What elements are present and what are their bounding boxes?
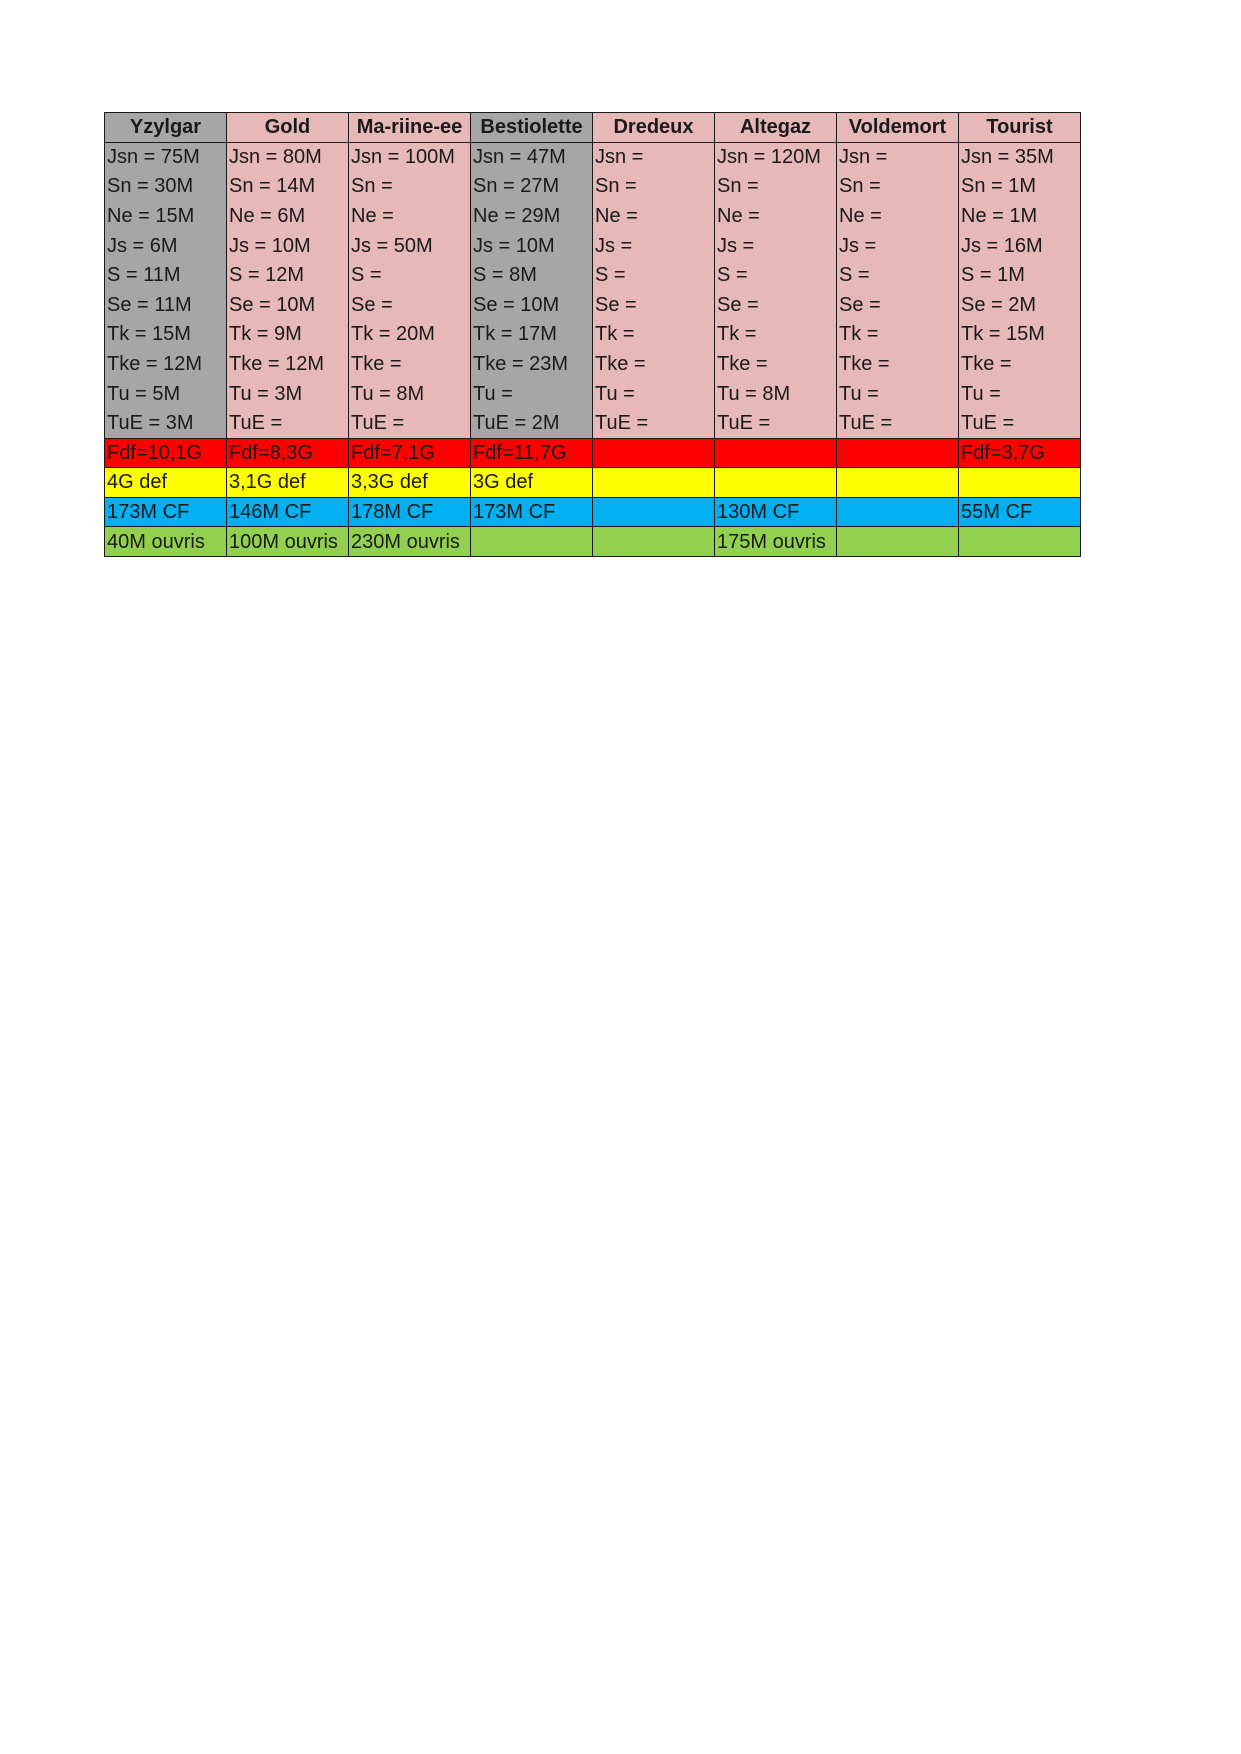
stat-cell[interactable]: Tk = 15M xyxy=(959,320,1081,350)
stat-cell[interactable]: Js = 10M xyxy=(227,231,349,261)
summary-cell[interactable] xyxy=(593,497,715,527)
stat-cell[interactable]: Js = xyxy=(837,231,959,261)
stat-cell[interactable]: Jsn = 80M xyxy=(227,142,349,172)
stat-cell[interactable]: Jsn = 75M xyxy=(105,142,227,172)
summary-cell[interactable]: Fdf=10,1G xyxy=(105,438,227,468)
column-header-altegaz[interactable]: Altegaz xyxy=(715,113,837,143)
stat-cell[interactable]: Sn = 1M xyxy=(959,172,1081,202)
stat-cell[interactable]: Js = 16M xyxy=(959,231,1081,261)
stat-cell[interactable]: Tk = xyxy=(715,320,837,350)
stat-cell[interactable]: TuE = xyxy=(837,408,959,438)
stat-cell[interactable]: Se = xyxy=(715,290,837,320)
stat-cell[interactable]: Ne = 6M xyxy=(227,201,349,231)
stat-cell[interactable]: S = xyxy=(715,260,837,290)
stat-cell[interactable]: Se = 11M xyxy=(105,290,227,320)
stat-cell[interactable]: Tk = 20M xyxy=(349,320,471,350)
summary-cell[interactable]: 55M CF xyxy=(959,497,1081,527)
summary-cell[interactable]: 3,3G def xyxy=(349,468,471,498)
summary-cell[interactable] xyxy=(715,468,837,498)
stat-cell[interactable]: TuE = xyxy=(593,408,715,438)
stat-cell[interactable]: Js = 6M xyxy=(105,231,227,261)
stat-cell[interactable]: Se = xyxy=(349,290,471,320)
spreadsheet-table xyxy=(104,112,1081,557)
summary-cell[interactable]: 178M CF xyxy=(349,497,471,527)
summary-row-yellow xyxy=(105,468,1081,498)
stat-cell[interactable]: Ne = 29M xyxy=(471,201,593,231)
stat-cell[interactable]: TuE = 2M xyxy=(471,408,593,438)
column-header-voldemort[interactable]: Voldemort xyxy=(837,113,959,143)
summary-row-green xyxy=(105,527,1081,557)
stat-cell[interactable]: Sn = 30M xyxy=(105,172,227,202)
summary-cell[interactable]: Fdf=8,3G xyxy=(227,438,349,468)
stat-row xyxy=(105,201,1081,231)
summary-row-red xyxy=(105,438,1081,468)
stat-cell[interactable]: Sn = xyxy=(837,172,959,202)
stat-cell[interactable]: Ne = xyxy=(349,201,471,231)
stat-cell[interactable]: Tu = 8M xyxy=(349,379,471,409)
stat-cell[interactable]: Se = 2M xyxy=(959,290,1081,320)
stat-cell[interactable]: Sn = 27M xyxy=(471,172,593,202)
stat-cell[interactable]: TuE = xyxy=(959,408,1081,438)
stat-cell[interactable]: Js = xyxy=(593,231,715,261)
summary-cell[interactable] xyxy=(837,438,959,468)
stat-cell[interactable]: Se = 10M xyxy=(227,290,349,320)
stat-cell[interactable]: Js = xyxy=(715,231,837,261)
stat-cell[interactable]: Sn = 14M xyxy=(227,172,349,202)
stat-cell[interactable]: Tk = xyxy=(593,320,715,350)
summary-cell[interactable]: 230M ouvris xyxy=(349,527,471,557)
stat-cell[interactable]: Ne = xyxy=(715,201,837,231)
stat-cell[interactable]: S = 12M xyxy=(227,260,349,290)
summary-cell[interactable]: 3G def xyxy=(471,468,593,498)
stat-cell[interactable]: TuE = xyxy=(227,408,349,438)
stat-cell[interactable]: Tk = xyxy=(837,320,959,350)
stat-cell[interactable]: Ne = xyxy=(837,201,959,231)
stat-row xyxy=(105,379,1081,409)
summary-cell[interactable] xyxy=(593,527,715,557)
stat-cell[interactable]: Tke = xyxy=(959,349,1081,379)
stat-cell[interactable]: S = xyxy=(349,260,471,290)
stat-row xyxy=(105,142,1081,172)
stat-cell[interactable]: Jsn = 100M xyxy=(349,142,471,172)
summary-cell[interactable]: 146M CF xyxy=(227,497,349,527)
stat-cell[interactable]: Tu = 5M xyxy=(105,379,227,409)
stat-cell[interactable]: Tke = 12M xyxy=(105,349,227,379)
sheet-body xyxy=(105,142,1081,556)
stat-cell[interactable]: Tu = xyxy=(593,379,715,409)
stat-cell[interactable]: Tke = xyxy=(837,349,959,379)
stat-cell[interactable]: Jsn = xyxy=(593,142,715,172)
stat-cell[interactable]: Tu = xyxy=(837,379,959,409)
stat-row xyxy=(105,260,1081,290)
summary-cell[interactable] xyxy=(593,468,715,498)
stat-cell[interactable]: TuE = xyxy=(715,408,837,438)
stat-cell[interactable]: S = 11M xyxy=(105,260,227,290)
column-header-ma-riine-ee[interactable]: Ma-riine-ee xyxy=(349,113,471,143)
stat-cell[interactable]: TuE = xyxy=(349,408,471,438)
stat-cell[interactable]: Se = xyxy=(837,290,959,320)
summary-cell[interactable]: 3,1G def xyxy=(227,468,349,498)
stat-row xyxy=(105,349,1081,379)
stat-cell[interactable]: Tke = 23M xyxy=(471,349,593,379)
summary-cell[interactable] xyxy=(837,497,959,527)
stat-cell[interactable]: S = 8M xyxy=(471,260,593,290)
summary-row-blue xyxy=(105,497,1081,527)
summary-cell[interactable] xyxy=(715,438,837,468)
stat-cell[interactable]: Jsn = 47M xyxy=(471,142,593,172)
stat-cell[interactable]: Tke = xyxy=(349,349,471,379)
stat-cell[interactable]: Sn = xyxy=(349,172,471,202)
stat-cell[interactable]: Js = 50M xyxy=(349,231,471,261)
stat-cell[interactable]: Tu = 8M xyxy=(715,379,837,409)
stat-cell[interactable]: S = xyxy=(837,260,959,290)
summary-cell[interactable]: 100M ouvris xyxy=(227,527,349,557)
summary-cell[interactable] xyxy=(837,527,959,557)
stat-cell[interactable]: TuE = 3M xyxy=(105,408,227,438)
summary-cell[interactable]: 173M CF xyxy=(471,497,593,527)
column-header-yzylgar[interactable]: Yzylgar xyxy=(105,113,227,143)
stat-cell[interactable]: Ne = 15M xyxy=(105,201,227,231)
stat-cell[interactable]: Tk = 15M xyxy=(105,320,227,350)
stat-cell[interactable]: Sn = xyxy=(593,172,715,202)
summary-cell[interactable]: 130M CF xyxy=(715,497,837,527)
stat-cell[interactable]: Tu = xyxy=(959,379,1081,409)
summary-cell[interactable]: 4G def xyxy=(105,468,227,498)
stat-cell[interactable]: Tke = 12M xyxy=(227,349,349,379)
stat-cell[interactable]: Tu = xyxy=(471,379,593,409)
stat-cell[interactable]: Tk = 9M xyxy=(227,320,349,350)
column-header-gold[interactable]: Gold xyxy=(227,113,349,143)
column-header-tourist[interactable]: Tourist xyxy=(959,113,1081,143)
stat-cell[interactable]: Se = xyxy=(593,290,715,320)
stat-cell[interactable]: Tu = 3M xyxy=(227,379,349,409)
column-header-dredeux[interactable]: Dredeux xyxy=(593,113,715,143)
summary-cell[interactable] xyxy=(471,527,593,557)
stat-cell[interactable]: Tke = xyxy=(715,349,837,379)
summary-cell[interactable] xyxy=(959,468,1081,498)
stat-cell[interactable]: Js = 10M xyxy=(471,231,593,261)
stat-cell[interactable]: Tke = xyxy=(593,349,715,379)
summary-cell[interactable]: Fdf=11,7G xyxy=(471,438,593,468)
stat-row xyxy=(105,172,1081,202)
stat-cell[interactable]: Jsn = 120M xyxy=(715,142,837,172)
summary-cell[interactable] xyxy=(837,468,959,498)
stat-cell[interactable]: Ne = 1M xyxy=(959,201,1081,231)
stat-row xyxy=(105,231,1081,261)
stat-row xyxy=(105,320,1081,350)
summary-cell[interactable] xyxy=(593,438,715,468)
header-row xyxy=(105,113,1081,143)
summary-cell[interactable]: 175M ouvris xyxy=(715,527,837,557)
stat-cell[interactable]: Tk = 17M xyxy=(471,320,593,350)
summary-cell[interactable] xyxy=(959,527,1081,557)
summary-cell[interactable]: Fdf=7,1G xyxy=(349,438,471,468)
stat-row xyxy=(105,408,1081,438)
stat-row xyxy=(105,290,1081,320)
column-header-bestiolette[interactable]: Bestiolette xyxy=(471,113,593,143)
stat-cell[interactable]: Jsn = xyxy=(837,142,959,172)
stat-cell[interactable]: Jsn = 35M xyxy=(959,142,1081,172)
stat-cell[interactable]: Se = 10M xyxy=(471,290,593,320)
summary-cell[interactable]: 40M ouvris xyxy=(105,527,227,557)
stat-cell[interactable]: Sn = xyxy=(715,172,837,202)
summary-cell[interactable]: Fdf=3,7G xyxy=(959,438,1081,468)
stat-cell[interactable]: S = 1M xyxy=(959,260,1081,290)
stat-cell[interactable]: Ne = xyxy=(593,201,715,231)
summary-cell[interactable]: 173M CF xyxy=(105,497,227,527)
stat-cell[interactable]: S = xyxy=(593,260,715,290)
